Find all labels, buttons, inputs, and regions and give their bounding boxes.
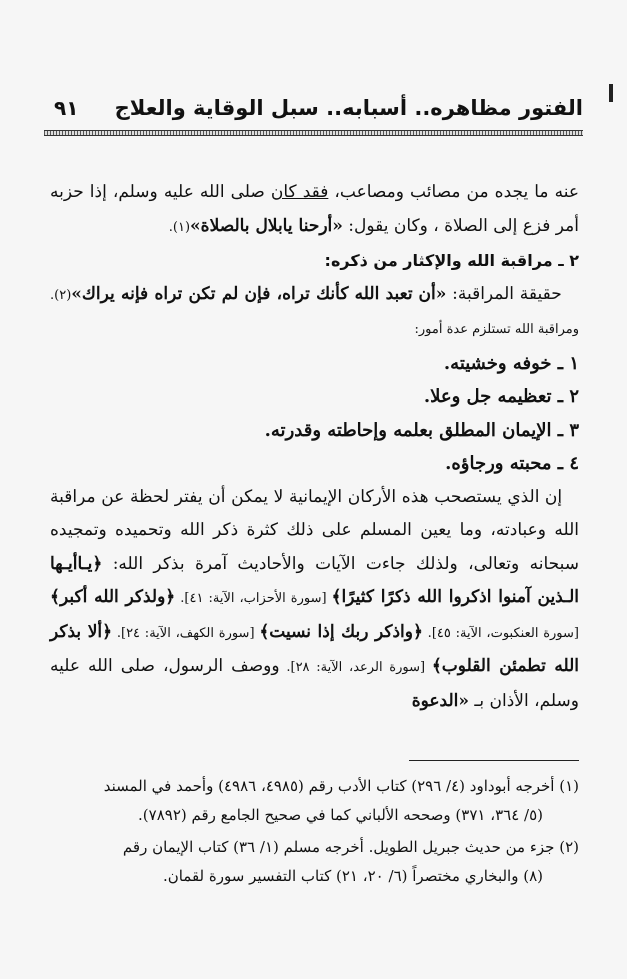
list-item: ٣ ـ الإيمان المطلق بعلمه وإحاطته وقدرته. <box>264 419 579 441</box>
page-number: ٩١ <box>54 96 79 120</box>
footnote-ref: (١). <box>168 219 191 235</box>
list-item: ٤ ـ محبته ورجاؤه. <box>445 453 579 474</box>
verse-reference: [سورة الرعد، الآية: ٢٨]. <box>279 660 432 675</box>
quran-verse: ﴿واذكر ربك إذا نسيت﴾ <box>259 621 423 642</box>
footnote-ref: (٢). ومراقبة الله تستلزم عدة أمور: <box>50 287 579 337</box>
footnote-2: (٢) جزء من حديث جبريل الطويل. أخرجه مسلم (١/ ٣٦) كتاب الإيمان رقم (٨) والبخاري مختصراً (٦/ ٢٠، ٢١) كتاب التفسير سورة لقمان. <box>122 838 579 885</box>
verse-reference: [سورة الأحزاب، الآية: ٤١]. <box>175 591 332 606</box>
running-header <box>44 92 583 132</box>
paragraph-3: إن الذي يستصحب هذه الأركان الإيمانية لا يمكن أن يفتر لحظة عن مراقبة الله وعبادته، وما يعين المسلم على ذلك كثرة ذكر الله وتحميده وتمجيده سبحانه وتعالى، ولذلك جاءت الآيات والأحاديث آمرة بذكر الله: ﴿يـاأيـها الـذين آمنوا اذكروا الله ذكرًا كثيرًا﴾ [سورة الأحزاب، الآية: ٤١]. ﴿ولذكر الله أكبر﴾ [سورة العنكبوت، الآية: ٤٥]. ﴿واذكر ربك إذا نسيت﴾ [سورة الكهف، الآية: ٢٤]. ﴿ألا بذكر الله تطمئن القلوب﴾ [سورة الرعد، الآية: ٢٨]. ووصف الرسول، صلى الله عليه وسلم، الأذان بـ «الدعوة <box>50 486 580 711</box>
page-edge-mark <box>609 84 613 102</box>
verse-reference: [سورة العنكبوت، الآية: ٤٥]. <box>422 625 579 641</box>
hadith-quote: «أن تعبد الله كأنك تراه، فإن لم تكن تراه فإنه يراك» <box>71 283 447 304</box>
paragraph-2: حقيقة المراقبة: «أن تعبد الله كأنك تراه، فإن لم تكن تراه فإنه يراك»(٢). ومراقبة الله تستلزم عدة أمور: <box>50 283 579 337</box>
paragraph-1: عنه ما يجده من مصائب ومصاعب، فقد كان صلى الله عليه وسلم، إذا حزبه أمر فزع إلى الصلاة ، وكان يقول: «أرحنا يابلال بالصلاة»(١). <box>50 182 579 236</box>
main-text <box>50 176 579 718</box>
quran-verse: ﴿يـاأيـها الـذين آمنوا اذكروا الله ذكرًا كثيرًا﴾ <box>50 553 579 607</box>
verse-reference: [سورة الكهف، الآية: ٢٤]. <box>112 625 260 641</box>
footnote-separator <box>409 760 579 761</box>
quran-verse: ﴿ألا بذكر الله تطمئن القلوب﴾ <box>50 621 580 676</box>
hadith-quote: «الدعوة <box>411 690 469 711</box>
quran-verse: ﴿ولذكر الله أكبر﴾ <box>50 587 176 607</box>
list-item: ١ ـ خوفه وخشيته. <box>443 352 579 374</box>
header-title: الفتور مظاهره.. أسبابه.. سبل الوقاية والعلاج <box>114 96 583 120</box>
hadith-quote: «أرحنا يابلال بالصلاة» <box>190 215 343 236</box>
header-rule <box>44 130 583 136</box>
list-item: ٢ ـ تعظيمه جل وعلا. <box>423 386 579 407</box>
footnotes <box>50 772 579 894</box>
footnote-1: (١) أخرجه أبوداود (٤/ ٢٩٦) كتاب الأدب رقم (٤٩٨٥، ٤٩٨٦) وأحمد في المسند (٥/ ٣٦٤، ٣٧١) وصححه الألباني كما في صحيح الجامع رقم (٧٨٩٢). <box>103 777 579 824</box>
underlined-phrase: فقد كان <box>270 182 329 202</box>
section-heading: ٢ ـ مراقبة الله والإكثار من ذكره: <box>324 251 579 270</box>
